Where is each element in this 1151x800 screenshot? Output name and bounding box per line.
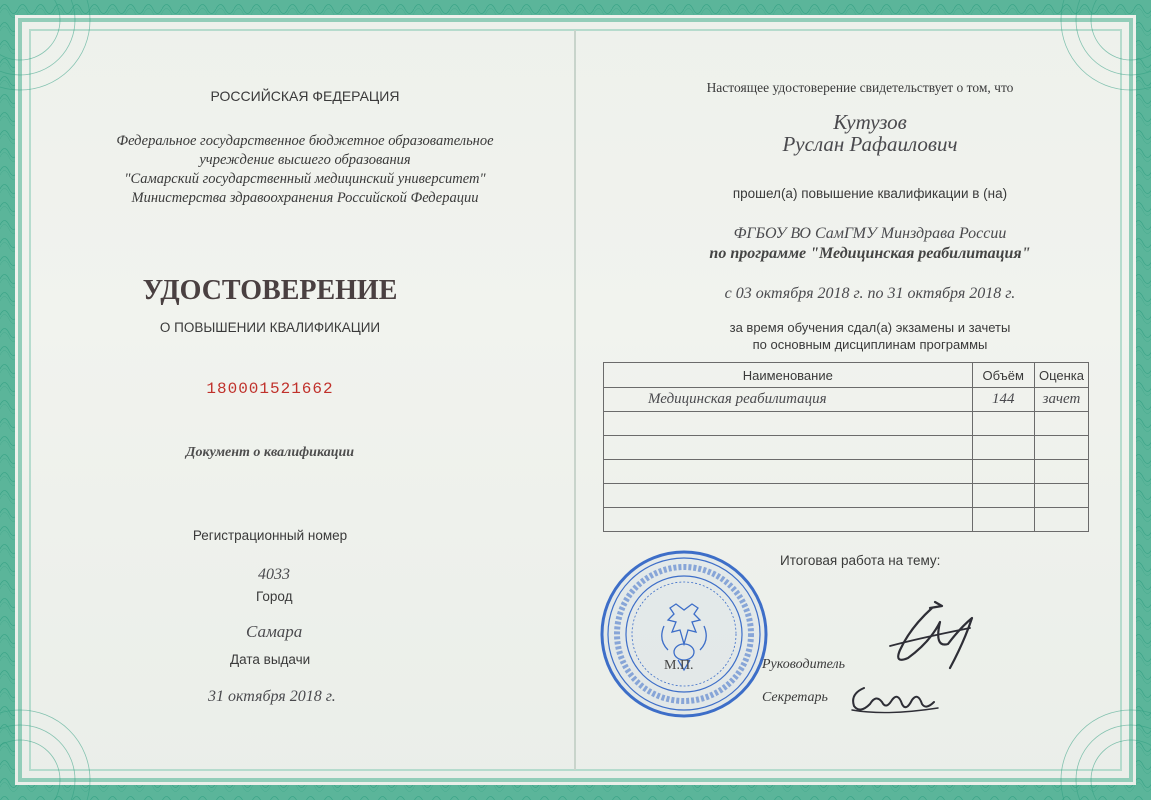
header-volume: Объём (972, 363, 1034, 388)
country-name: РОССИЙСКАЯ ФЕДЕРАЦИЯ (210, 88, 400, 104)
institution-line-2: учреждение высшего образования (199, 152, 411, 168)
institution-line-3: "Самарский государственный медицинский университет" (124, 171, 486, 187)
issue-date-label: Дата выдачи (230, 652, 311, 667)
registration-label: Регистрационный номер (192, 528, 348, 543)
table-row (604, 412, 1089, 436)
secretary-signature (846, 680, 942, 720)
certificate-title: УДОСТОВЕРЕНИЕ (142, 275, 398, 306)
final-work-label: Итоговая работа на тему: (780, 553, 941, 568)
serial-number: 180001521662 (206, 380, 334, 398)
organization: ФГБОУ ВО СамГМУ Минздрава России (733, 225, 1007, 242)
holder-surname: Кутузов (833, 110, 907, 134)
secretary-label: Секретарь (762, 690, 828, 705)
city-value: Самара (246, 622, 303, 641)
official-stamp (598, 548, 770, 720)
issue-date-value: 31 октября 2018 г. (208, 688, 336, 705)
intro-text: Настоящее удостоверение свидетельствует о том, что (706, 80, 1014, 95)
passed-text: прошел(а) повышение квалификации в (на) (732, 186, 1008, 201)
table-row (604, 388, 1089, 412)
table-header-row (604, 363, 1089, 388)
cell-grade: зачет (1042, 391, 1081, 408)
registration-value: 4033 (258, 566, 290, 583)
supervisor-label: Руководитель (762, 657, 846, 672)
training-period: с 03 октября 2018 г. по 31 октября 2018 г. (724, 285, 1016, 302)
exams-line-2: по основным дисциплинам программы (752, 337, 988, 352)
cell-discipline: Медицинская реабилитация (648, 391, 827, 408)
table-row (604, 507, 1089, 531)
institution-line-1: Федеральное государственное бюджетное образовательное (116, 133, 494, 149)
table-row (604, 484, 1089, 508)
holder-name: Руслан Рафаилович (782, 132, 958, 156)
exams-line-1: за время обучения сдал(а) экзамены и зачеты (729, 320, 1011, 335)
seal-mark: М.П. (664, 658, 694, 673)
table-row (604, 460, 1089, 484)
table-row (604, 436, 1089, 460)
city-label: Город (256, 589, 293, 604)
institution-line-4: Министерства здравоохранения Российской Федерации (131, 190, 479, 206)
program-name: по программе "Медицинская реабилитация" (709, 245, 1031, 262)
cell-volume: 144 (992, 391, 1015, 408)
header-name: Наименование (604, 363, 973, 388)
header-grade: Оценка (1034, 363, 1088, 388)
certificate-subtitle: О ПОВЫШЕНИИ КВАЛИФИКАЦИИ (159, 320, 381, 335)
supervisor-signature (880, 598, 980, 670)
disciplines-table (603, 362, 1089, 532)
document-type: Документ о квалификации (185, 445, 355, 460)
